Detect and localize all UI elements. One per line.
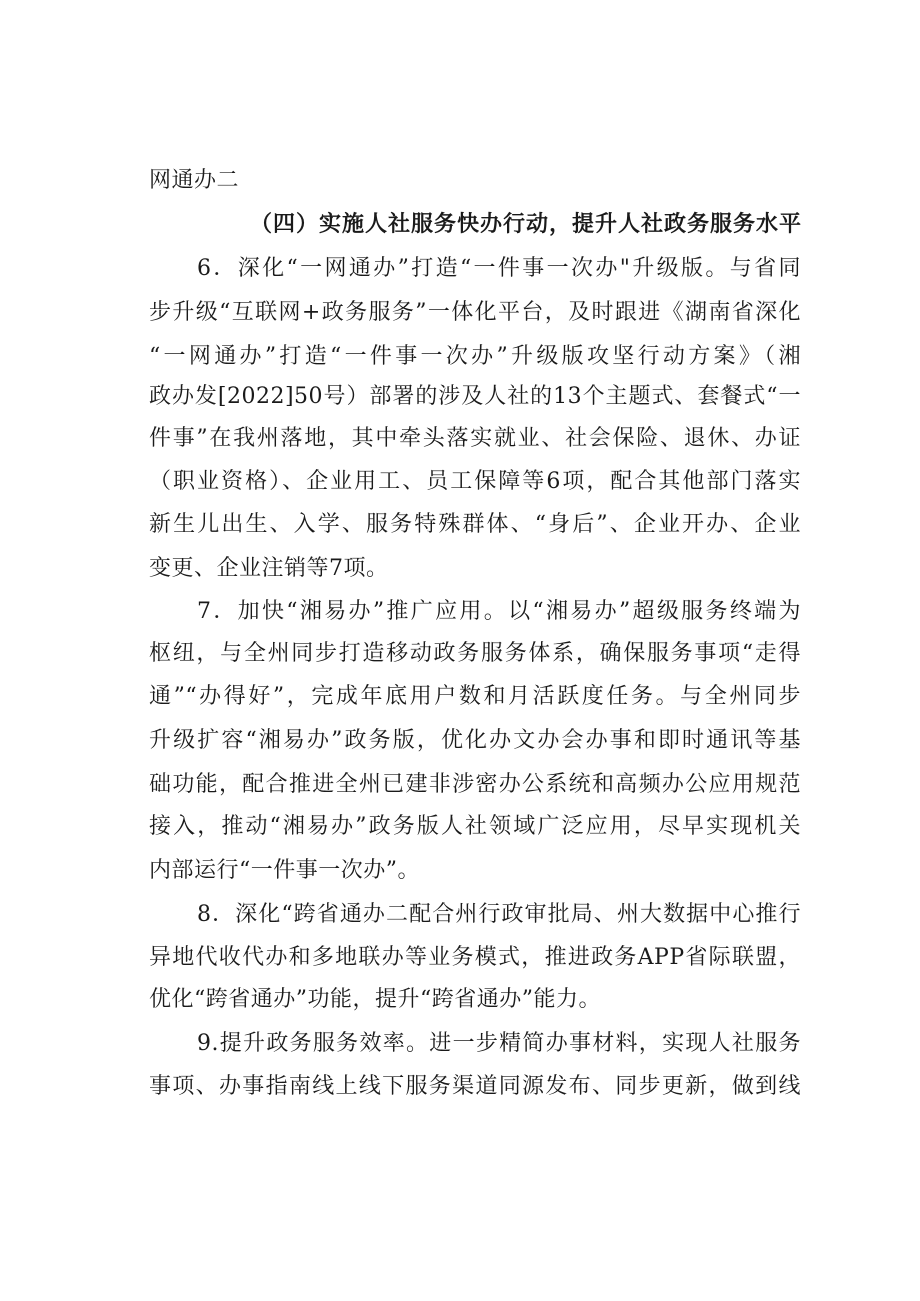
paragraph-9-line: 9.提升政务服务效率。进一步精简办事材料，实现人社服务: [197, 1031, 801, 1056]
paragraph-8-line: 优化“跨省通办”功能，提升“跨省通办”能力。: [149, 987, 601, 1012]
paragraph-6-line: 6．深化“一网通办”打造“一件事一次办"升级版。与省同: [197, 256, 801, 281]
paragraph-6-line: （职业资格）、企业用工、员工保障等6项，配合其他部门落实: [149, 469, 801, 494]
paragraph-6-line: 件事”在我州落地，其中牵头落实就业、社会保险、退休、办证: [149, 426, 801, 451]
paragraph-7-line: 接入，推动“湘易办”政务版人社领域广泛应用，尽早实现机关: [149, 814, 801, 839]
paragraph-6-line: 新生儿出生、入学、服务特殊群体、“身后”、企业开办、企业: [149, 512, 801, 537]
paragraph-9-line: 事项、办事指南线上线下服务渠道同源发布、同步更新，做到线: [149, 1074, 801, 1099]
text-line: 网通办二: [149, 168, 240, 193]
paragraph-7-line: 内部运行“一件事一次办”。: [149, 858, 420, 883]
paragraph-8-line: 异地代收代办和多地联办等业务模式，推进政务APP省际联盟，: [149, 945, 801, 970]
paragraph-7-line: 升级扩容“湘易办”政务版，优化办文办会办事和即时通讯等基: [149, 728, 801, 753]
paragraph-7-line: 础功能，配合推进全州已建非涉密办公系统和高频办公应用规范: [149, 772, 801, 797]
section-heading: （四）实施人社服务快办行动，提升人社政务服务水平: [250, 211, 801, 237]
paragraph-6-line: 步升级“互联网+政务服务”一体化平台，及时跟进《湖南省深化: [149, 300, 801, 325]
paragraph-6-line: “一网通办”打造“一件事一次办”升级版攻坚行动方案》（湘: [149, 344, 801, 369]
paragraph-7-line: 7．加快“湘易办”推广应用。以“湘易办”超级服务终端为: [197, 599, 801, 624]
paragraph-7-line: 通”“办得好”，完成年底用户数和月活跃度任务。与全州同步: [149, 684, 801, 709]
paragraph-8-line: 8．深化“跨省通办二配合州行政审批局、州大数据中心推行: [197, 902, 801, 927]
paragraph-6-line: 政办发[2022]50号）部署的涉及人社的13个主题式、套餐式“一: [149, 384, 801, 409]
paragraph-7-line: 枢纽，与全州同步打造移动政务服务体系，确保服务事项“走得: [149, 641, 801, 666]
paragraph-6-line: 变更、企业注销等7项。: [149, 556, 389, 581]
